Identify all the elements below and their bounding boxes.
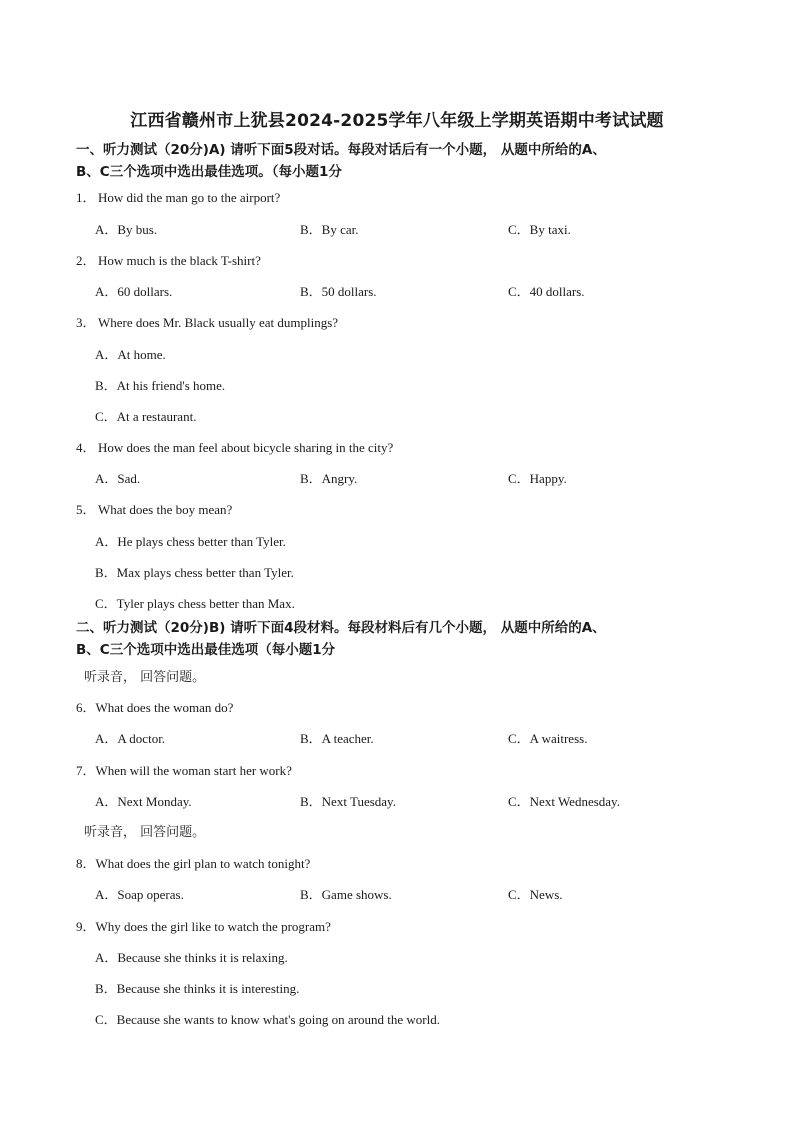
section1-line2: B、C三个选项中选出最佳选项。（每小题1分 [76, 164, 342, 180]
question-text: How does the man feel about bicycle sharing in the city? [98, 440, 394, 455]
question-text: How much is the black T-shirt? [98, 253, 261, 268]
question-number: 6． [76, 700, 96, 715]
option-7b: B．Next Tuesday. [300, 794, 396, 809]
question-4 [76, 437, 393, 456]
option-1a: A．By bus. [95, 222, 158, 237]
question-number: 7． [76, 763, 96, 778]
option-9b: B．Because she thinks it is interesting. [95, 981, 300, 996]
option-4b: B．Angry. [300, 471, 358, 486]
option-4c: C．Happy. [508, 471, 567, 486]
question-text: What does the woman do? [95, 700, 234, 715]
question-number: 9． [76, 919, 96, 934]
question-3 [76, 312, 338, 331]
question-number: 8． [76, 856, 96, 871]
option-3c: C．At a restaurant. [95, 409, 197, 424]
option-8a: A．Soap operas. [95, 887, 184, 902]
listen-note: 听录音， 回答问题。 [84, 670, 206, 685]
option-4a: A．Sad. [95, 471, 141, 486]
section2-line2: B、C三个选项中选出最佳选项（每小题1分 [76, 642, 336, 658]
question-text: What does the boy mean? [98, 502, 233, 517]
section1-header [76, 139, 716, 183]
option-8b: B．Game shows. [300, 887, 392, 902]
option-2c: C．40 dollars. [508, 284, 585, 299]
section2-line1: 二、听力测试（20分)B) 请听下面4段材料。每段材料后有几个小题， 从题中所给的A、 [76, 620, 606, 636]
option-6b: B．A teacher. [300, 731, 374, 746]
option-6a: A．A doctor. [95, 731, 166, 746]
question-9 [76, 916, 331, 935]
listen-note-2: 听录音， 回答问题。 [84, 825, 206, 840]
question-number: 1． [76, 190, 96, 205]
question-text: What does the girl plan to watch tonight? [95, 856, 311, 871]
question-8 [76, 853, 310, 872]
question-7 [76, 760, 292, 779]
option-5a: A．He plays chess better than Tyler. [95, 534, 286, 549]
option-3b: B．At his friend's home. [95, 378, 226, 393]
question-text: When will the woman start her work? [95, 763, 292, 778]
option-2a: A．60 dollars. [95, 284, 173, 299]
option-2b: B．50 dollars. [300, 284, 377, 299]
option-1b: B．By car. [300, 222, 359, 237]
option-9c: C．Because she wants to know what's going on around the world. [95, 1012, 440, 1027]
option-7a: A．Next Monday. [95, 794, 192, 809]
question-6 [76, 697, 233, 716]
question-number: 3． [76, 315, 96, 330]
page-title: 江西省赣州市上犹县2024-2025学年八年级上学期英语期中考试试题 [130, 111, 664, 131]
option-8c: C．News. [508, 887, 563, 902]
section2-header [76, 617, 716, 661]
section1-line1: 一、听力测试（20分)A) 请听下面5段对话。每段对话后有一个小题， 从题中所给的A、 [76, 142, 606, 158]
option-5c: C．Tyler plays chess better than Max. [95, 596, 295, 611]
question-number: 5． [76, 502, 96, 517]
question-text: How did the man go to the airport? [98, 190, 281, 205]
option-1c: C．By taxi. [508, 222, 571, 237]
option-5b: B．Max plays chess better than Tyler. [95, 565, 294, 580]
question-5 [76, 499, 232, 518]
option-6c: C．A waitress. [508, 731, 588, 746]
question-number: 2． [76, 253, 96, 268]
option-3a: A．At home. [95, 347, 166, 362]
question-1 [76, 187, 280, 206]
question-number: 4． [76, 440, 96, 455]
option-7c: C．Next Wednesday. [508, 794, 620, 809]
question-2 [76, 250, 261, 269]
question-text: Why does the girl like to watch the program? [95, 919, 331, 934]
option-9a: A．Because she thinks it is relaxing. [95, 950, 288, 965]
question-text: Where does Mr. Black usually eat dumplings? [98, 315, 339, 330]
